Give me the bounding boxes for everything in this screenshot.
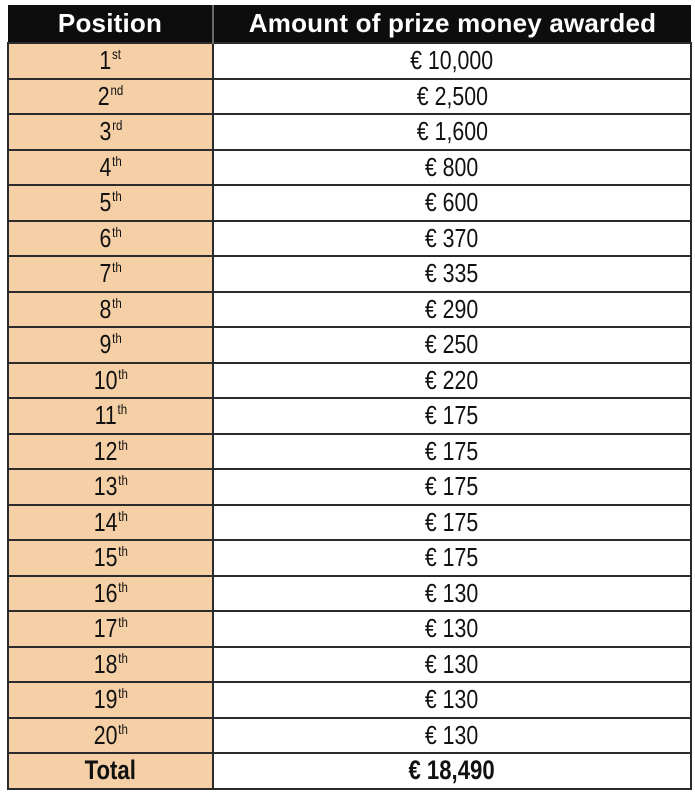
amount-cell bbox=[213, 150, 691, 186]
amount-cell bbox=[213, 718, 691, 754]
table-row bbox=[8, 43, 691, 79]
amount-value: € 800 bbox=[425, 151, 479, 182]
position-cell bbox=[8, 576, 213, 612]
amount-value: € 130 bbox=[425, 648, 479, 679]
position-suffix: th bbox=[112, 294, 122, 311]
position-cell bbox=[8, 150, 213, 186]
table-row bbox=[8, 221, 691, 257]
position-cell bbox=[8, 718, 213, 754]
amount-value: € 175 bbox=[425, 542, 479, 573]
position-cell bbox=[8, 363, 213, 399]
position-cell bbox=[8, 114, 213, 150]
table-row bbox=[8, 576, 691, 612]
amount-value: € 335 bbox=[425, 258, 479, 289]
position-cell bbox=[8, 398, 213, 434]
position-suffix: th bbox=[117, 507, 128, 524]
amount-cell bbox=[213, 398, 691, 434]
table-row bbox=[8, 114, 691, 150]
position-number: 2 bbox=[97, 80, 110, 111]
table-row bbox=[8, 505, 691, 541]
position-number: 3 bbox=[99, 116, 111, 147]
position-suffix: th bbox=[117, 720, 128, 737]
table-row bbox=[8, 718, 691, 754]
position-number: 14 bbox=[93, 506, 118, 537]
total-amount: € 18,490 bbox=[213, 753, 691, 789]
amount-cell bbox=[213, 540, 691, 576]
amount-value: € 175 bbox=[425, 435, 479, 466]
amount-cell bbox=[213, 647, 691, 683]
amount-value: € 1,600 bbox=[416, 116, 488, 147]
amount-value: € 2,500 bbox=[416, 80, 488, 111]
position-suffix: th bbox=[117, 685, 128, 702]
position-number: 6 bbox=[99, 222, 112, 253]
position-number: 7 bbox=[99, 258, 112, 289]
position-cell bbox=[8, 505, 213, 541]
position-number: 19 bbox=[93, 684, 118, 715]
position-number: 10 bbox=[93, 364, 118, 395]
position-suffix: st bbox=[112, 46, 122, 63]
position-cell bbox=[8, 327, 213, 363]
header-position: Position bbox=[8, 5, 213, 43]
amount-cell bbox=[213, 256, 691, 292]
position-number: 12 bbox=[93, 435, 118, 466]
position-cell bbox=[8, 682, 213, 718]
position-number: 8 bbox=[99, 293, 112, 324]
amount-cell bbox=[213, 43, 691, 79]
position-suffix: th bbox=[112, 259, 122, 276]
position-number: 15 bbox=[93, 542, 118, 573]
position-suffix: th bbox=[117, 401, 127, 418]
position-cell bbox=[8, 540, 213, 576]
position-number: 11 bbox=[94, 400, 117, 431]
position-suffix: th bbox=[117, 649, 128, 666]
position-cell bbox=[8, 256, 213, 292]
position-number: 17 bbox=[93, 613, 118, 644]
position-suffix: th bbox=[117, 436, 128, 453]
amount-cell bbox=[213, 611, 691, 647]
table-row bbox=[8, 434, 691, 470]
amount-value: € 175 bbox=[425, 506, 479, 537]
position-number: 5 bbox=[99, 187, 112, 218]
amount-cell bbox=[213, 576, 691, 612]
amount-value: € 290 bbox=[425, 293, 479, 324]
table-row bbox=[8, 682, 691, 718]
position-number: 13 bbox=[93, 471, 118, 502]
amount-value: € 600 bbox=[425, 187, 479, 218]
amount-cell bbox=[213, 327, 691, 363]
table-row bbox=[8, 469, 691, 505]
table-row bbox=[8, 185, 691, 221]
amount-cell bbox=[213, 505, 691, 541]
amount-value: € 250 bbox=[425, 329, 479, 360]
amount-cell bbox=[213, 363, 691, 399]
total-label: Total bbox=[8, 753, 213, 789]
amount-value: € 130 bbox=[425, 719, 479, 750]
amount-cell bbox=[213, 682, 691, 718]
position-cell bbox=[8, 79, 213, 115]
position-cell bbox=[8, 43, 213, 79]
amount-cell bbox=[213, 292, 691, 328]
amount-value: € 130 bbox=[425, 577, 479, 608]
table-row bbox=[8, 363, 691, 399]
amount-value: € 130 bbox=[425, 613, 479, 644]
amount-cell bbox=[213, 221, 691, 257]
table-row bbox=[8, 540, 691, 576]
table-row bbox=[8, 79, 691, 115]
position-number: 20 bbox=[93, 719, 118, 750]
table-row bbox=[8, 292, 691, 328]
position-suffix: th bbox=[117, 543, 128, 560]
position-number: 16 bbox=[93, 577, 118, 608]
amount-value: € 175 bbox=[425, 471, 479, 502]
amount-value: € 370 bbox=[425, 222, 479, 253]
position-cell bbox=[8, 185, 213, 221]
header-row bbox=[8, 5, 691, 43]
table-row bbox=[8, 398, 691, 434]
amount-value: € 175 bbox=[425, 400, 479, 431]
amount-value: € 130 bbox=[425, 684, 479, 715]
table-row bbox=[8, 327, 691, 363]
position-suffix: nd bbox=[110, 81, 124, 98]
position-cell bbox=[8, 434, 213, 470]
position-suffix: th bbox=[112, 223, 122, 240]
position-number: 4 bbox=[99, 151, 112, 182]
position-suffix: th bbox=[117, 614, 128, 631]
amount-cell bbox=[213, 185, 691, 221]
amount-cell bbox=[213, 434, 691, 470]
amount-cell bbox=[213, 469, 691, 505]
position-suffix: th bbox=[117, 472, 128, 489]
position-cell bbox=[8, 292, 213, 328]
amount-value: € 220 bbox=[425, 364, 479, 395]
amount-cell bbox=[213, 114, 691, 150]
position-suffix: th bbox=[112, 188, 122, 205]
table-row bbox=[8, 150, 691, 186]
position-suffix: th bbox=[117, 578, 128, 595]
position-number: 9 bbox=[99, 329, 112, 360]
prize-money-table bbox=[7, 5, 692, 790]
total-row bbox=[8, 753, 691, 789]
table-row bbox=[8, 611, 691, 647]
table-row bbox=[8, 647, 691, 683]
position-number: 18 bbox=[93, 648, 118, 679]
position-cell bbox=[8, 611, 213, 647]
amount-cell bbox=[213, 79, 691, 115]
position-cell bbox=[8, 647, 213, 683]
position-cell bbox=[8, 221, 213, 257]
position-suffix: rd bbox=[111, 117, 122, 134]
position-cell bbox=[8, 469, 213, 505]
amount-value: € 10,000 bbox=[410, 45, 494, 76]
header-amount: Amount of prize money awarded bbox=[213, 5, 691, 43]
position-suffix: th bbox=[112, 152, 122, 169]
position-number: 1 bbox=[99, 45, 112, 76]
position-suffix: th bbox=[117, 365, 128, 382]
table-row bbox=[8, 256, 691, 292]
position-suffix: th bbox=[112, 330, 122, 347]
